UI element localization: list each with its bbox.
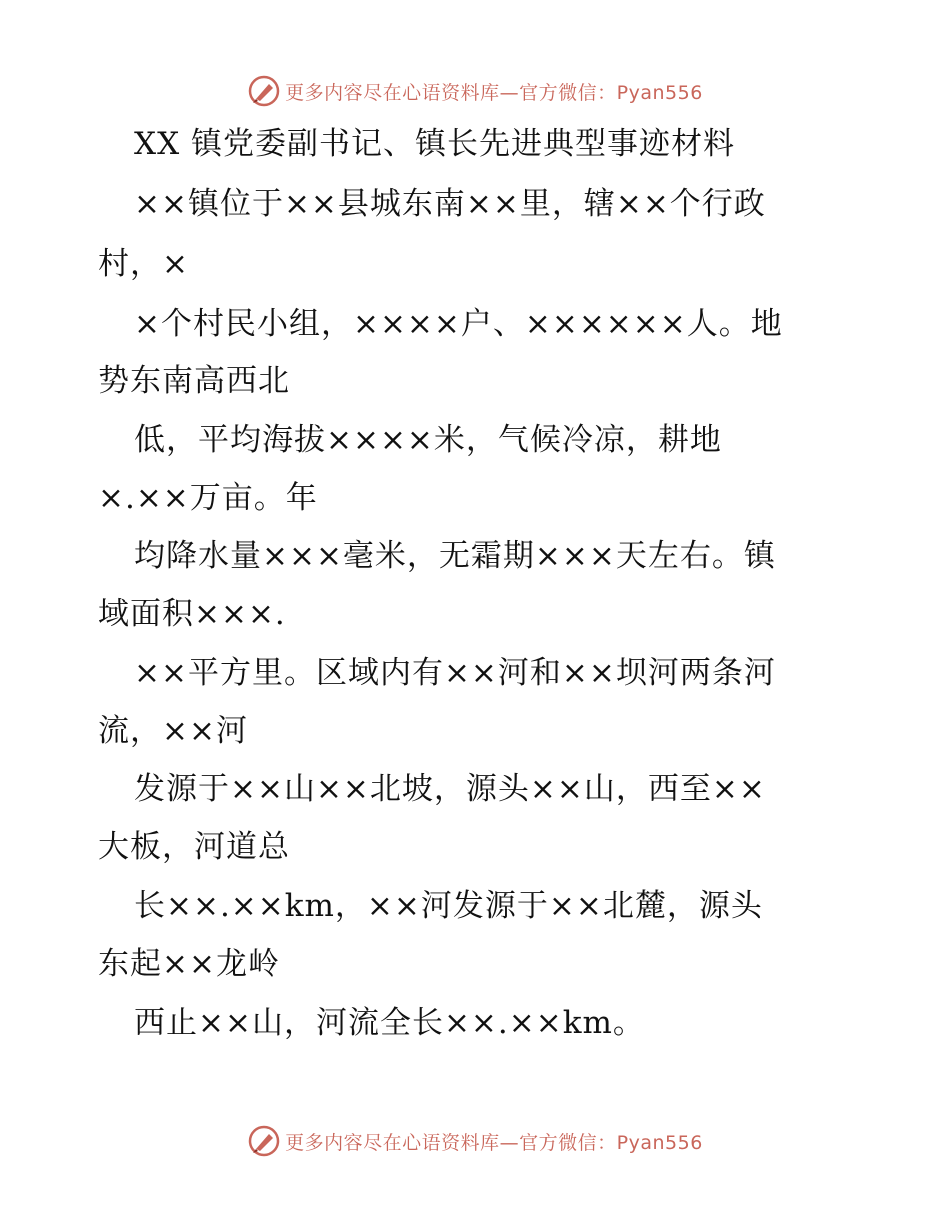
paragraph-line: 势东南高西北 [98,363,290,399]
pen-logo-icon [247,74,281,108]
watermark-text: 更多内容尽在心语资料库—官方微信：Pyan556 [285,81,703,104]
paragraph-line: 东起××龙岭 [98,946,280,982]
paragraph-line: 西止××山，河流全长××.××km。 [134,1005,645,1041]
paragraph-line: ××平方里。区域内有××河和××坝河两条河 [134,655,776,691]
paragraph-line: 发源于××山××北坡，源头××山，西至×× [134,771,766,807]
paragraph-line: 长××.××km，××河发源于××北麓，源头 [134,888,763,924]
paragraph-line: 均降水量×××毫米，无霜期×××天左右。镇 [134,538,776,574]
paragraph-line: 流，××河 [98,713,248,749]
paragraph-line: ×个村民小组，××××户、××××××人。地 [134,306,783,342]
pen-logo-icon [247,1124,281,1158]
header-watermark-banner [0,71,950,111]
paragraph-line: 低，平均海拔××××米，气候冷凉，耕地 [134,422,722,458]
paragraph-line: ×.××万亩。年 [98,480,318,516]
watermark-text: 更多内容尽在心语资料库—官方微信：Pyan556 [285,1131,703,1154]
paragraph-line: ××镇位于××县城东南××里，辖××个行政 [134,186,766,222]
paragraph-line: 大板，河道总 [98,829,290,865]
footer-watermark-banner [0,1121,950,1161]
document-title: XX 镇党委副书记、镇长先进典型事迹材料 [134,126,735,162]
paragraph-line: 域面积×××. [98,596,286,632]
paragraph-line: 村，× [98,246,189,282]
